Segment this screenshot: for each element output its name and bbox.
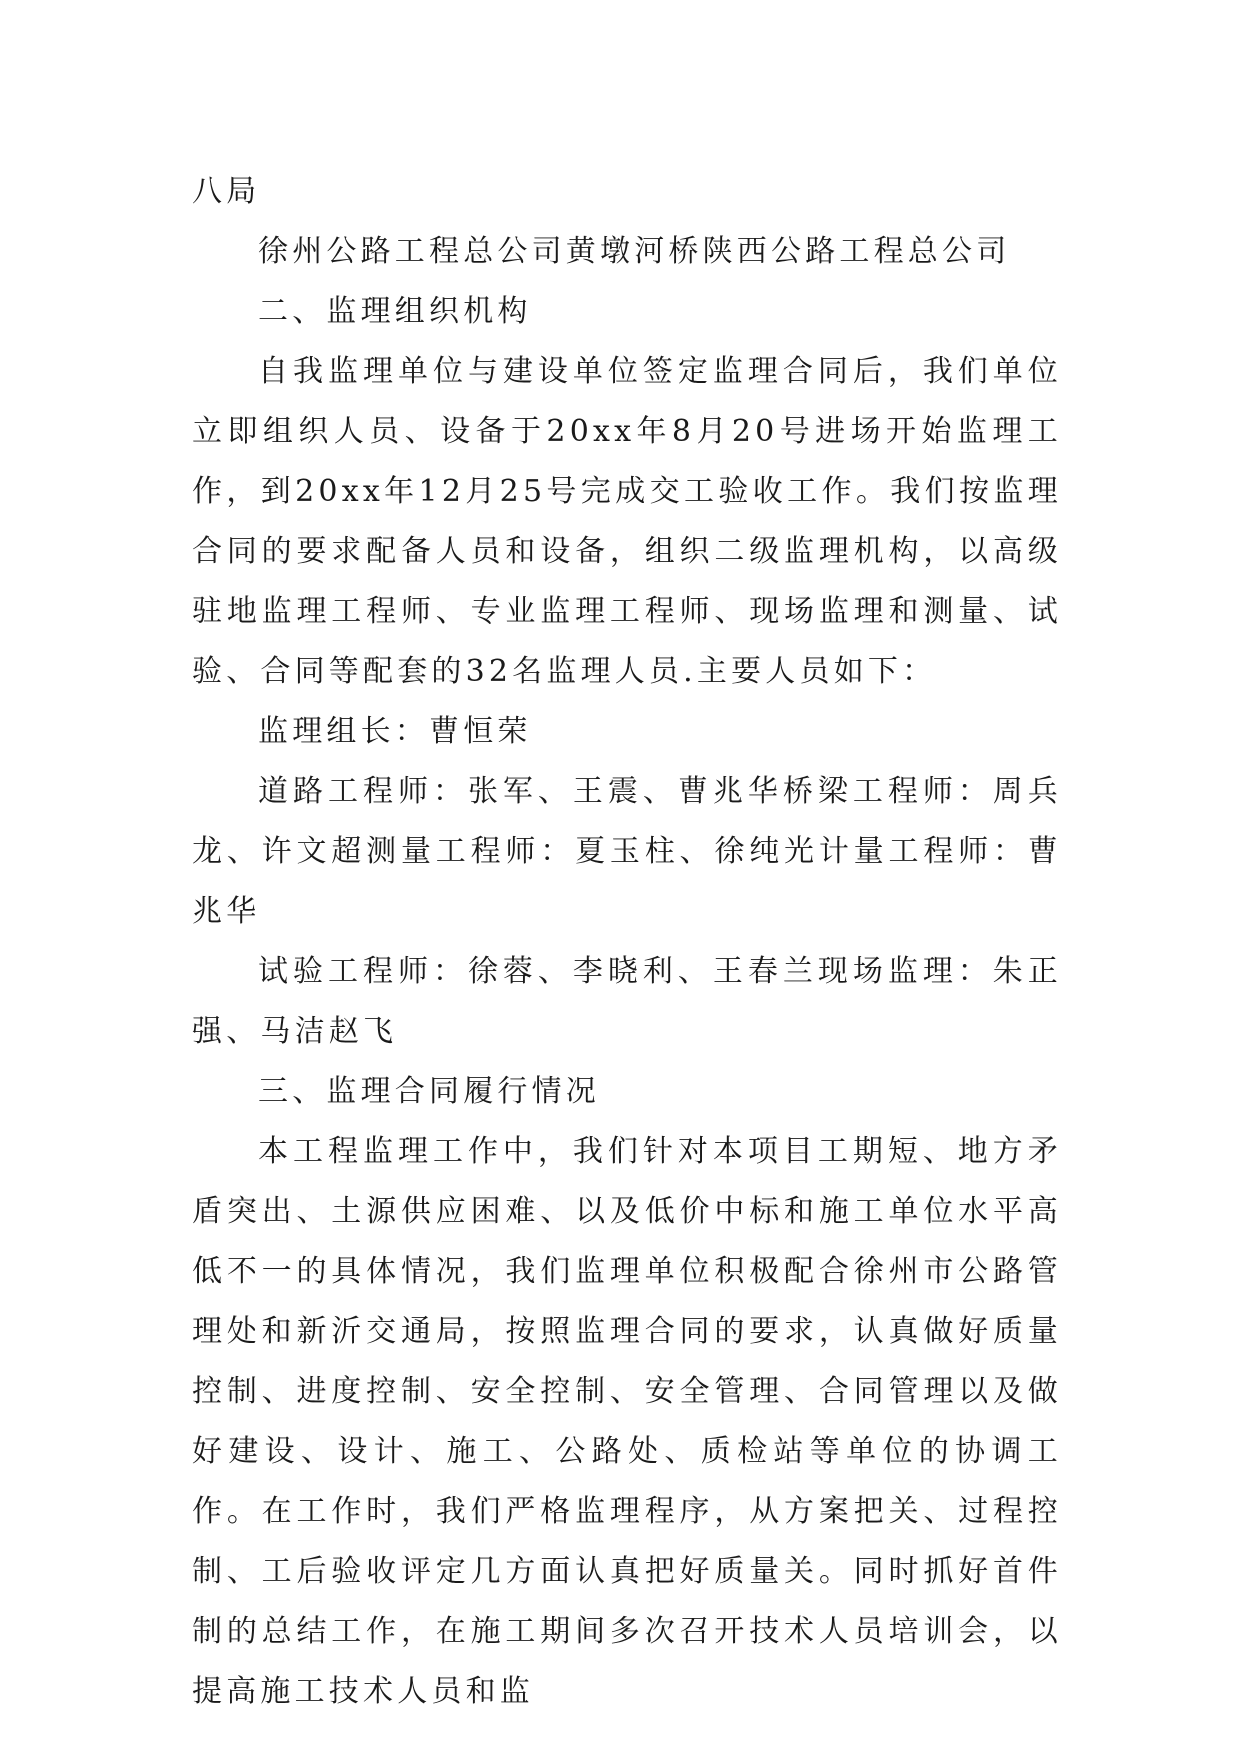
paragraph-contract-performance: 本工程监理工作中，我们针对本项目工期短、地方矛盾突出、土源供应困难、以及低价中标和施工单位水平高低不一的具体情况，我们监理单位积极配合徐州市公路管理处和新沂交通局，按照监理合同的要求，认真做好质量控制、进度控制、安全控制、安全管理、合同管理以及做好建设、设计、施工、公路处、质检站等单位的协调工作。在工作时，我们严格监理程序，从方案把关、过程控制、工后验收评定几方面认真把好质量关。同时抓好首件制的总结工作，在施工期间多次召开技术人员培训会，以提高施工技术人员和监 (192, 1134, 1062, 1709)
paragraph-engineers: 道路工程师：张军、王震、曹兆华桥梁工程师：周兵龙、许文超测量工程师：夏玉柱、徐纯光计量工程师：曹兆华 (192, 774, 1062, 929)
paragraph-continuation: 八局 (192, 174, 261, 209)
paragraph-test-engineers: 试验工程师：徐蓉、李晓利、王春兰现场监理：朱正强、马洁赵飞 (192, 954, 1062, 1049)
section-heading-supervision-organization: 二、监理组织机构 (258, 294, 532, 329)
paragraph-contractors: 徐州公路工程总公司黄墩河桥陕西公路工程总公司 (258, 234, 1011, 269)
paragraph-team-leader: 监理组长：曹恒荣 (258, 714, 532, 749)
paragraph-organization-details: 自我监理单位与建设单位签定监理合同后，我们单位立即组织人员、设备于20xx年8月20号进场开始监理工作，到20xx年12月25号完成交工验收工作。我们按监理合同的要求配备人员和设备，组织二级监理机构，以高级驻地监理工程师、专业监理工程师、现场监理和测量、试验、合同等配套的32名监理人员.主要人员如下： (192, 354, 1062, 689)
section-heading-contract-performance: 三、监理合同履行情况 (258, 1074, 600, 1109)
document-body (192, 162, 1062, 1722)
